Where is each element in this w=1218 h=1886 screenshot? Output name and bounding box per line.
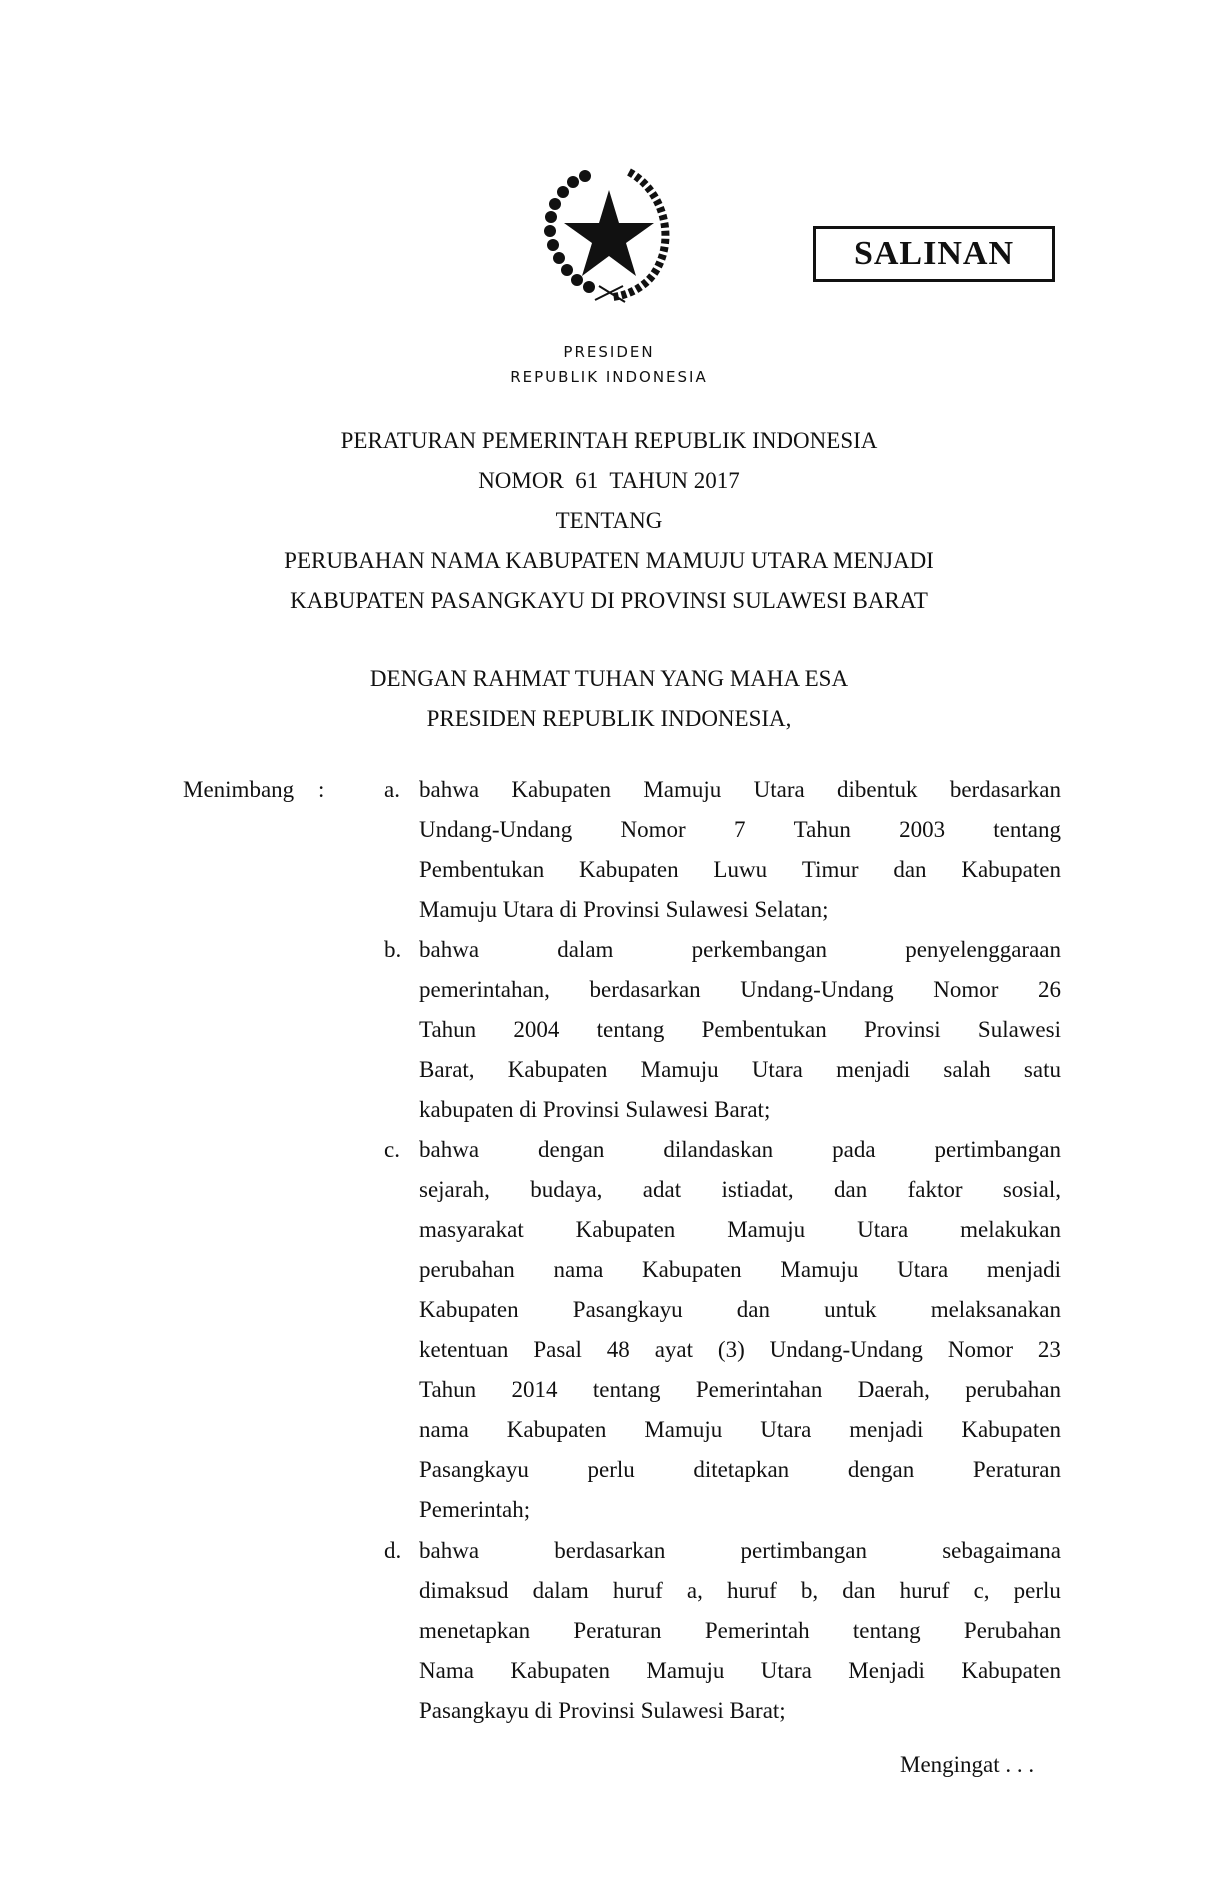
continuation-mengingat: Mengingat . . . xyxy=(900,1752,1035,1777)
word: a, xyxy=(686,1578,703,1603)
office-line-presiden: PRESIDEN xyxy=(563,343,655,361)
word: sosial, xyxy=(1002,1177,1061,1202)
word: dibentuk xyxy=(837,777,918,802)
word: Pasangkayu xyxy=(572,1297,683,1322)
item-line xyxy=(419,1290,1061,1330)
word: Kabupaten xyxy=(507,1057,608,1082)
word: adat xyxy=(642,1177,682,1202)
word: 23 xyxy=(1037,1337,1061,1362)
word: Pemerintah xyxy=(704,1618,810,1643)
word: penyelenggaraan xyxy=(905,937,1061,962)
regulation-tentang: TENTANG xyxy=(555,508,663,533)
word: 48 xyxy=(606,1337,630,1362)
word: Utara xyxy=(897,1257,949,1282)
item-line: Mamuju Utara di Provinsi Sulawesi Selatan; xyxy=(419,897,829,922)
word: dilandaskan xyxy=(663,1137,774,1162)
word: perubahan xyxy=(965,1377,1061,1402)
word: huruf xyxy=(899,1578,950,1603)
word: Kabupaten xyxy=(961,1658,1061,1683)
word: Utara xyxy=(857,1217,909,1242)
item-letter: c. xyxy=(384,1137,400,1162)
word: Undang-Undang xyxy=(419,817,573,842)
word: tentang xyxy=(596,1017,665,1042)
word: untuk xyxy=(824,1297,877,1322)
word: dalam xyxy=(557,937,614,962)
item-line xyxy=(419,1571,1061,1611)
word: Kabupaten xyxy=(961,857,1061,882)
item-line xyxy=(419,1531,1061,1571)
word: 26 xyxy=(1038,977,1061,1002)
menimbang-colon: : xyxy=(318,777,325,802)
word: Utara xyxy=(751,1057,803,1082)
word: Peraturan xyxy=(972,1457,1061,1482)
word: pertimbangan xyxy=(740,1538,868,1563)
word: dan xyxy=(736,1297,771,1322)
word: 2004 xyxy=(513,1017,560,1042)
word: Mamuju xyxy=(640,1057,719,1082)
word: dalam xyxy=(532,1578,589,1603)
word: 2014 xyxy=(511,1377,558,1402)
item-line: Pasangkayu di Provinsi Sulawesi Barat; xyxy=(419,1698,786,1723)
word: dimaksud xyxy=(419,1578,509,1603)
word: Sulawesi xyxy=(977,1017,1061,1042)
word: Pembentukan xyxy=(701,1017,827,1042)
word: melaksanakan xyxy=(930,1297,1061,1322)
word: satu xyxy=(1023,1057,1061,1082)
word: dan xyxy=(893,857,927,882)
word: Kabupaten xyxy=(506,1417,607,1442)
star-icon xyxy=(564,190,654,276)
word: Daerah, xyxy=(857,1377,930,1402)
item-line xyxy=(419,1611,1061,1651)
word: Peraturan xyxy=(573,1618,662,1643)
item-line xyxy=(419,1410,1061,1450)
word: perubahan xyxy=(419,1257,515,1282)
regulation-title: PERATURAN PEMERINTAH REPUBLIK INDONESIA xyxy=(340,428,878,453)
word: Pemerintahan xyxy=(695,1377,823,1402)
word: menjadi xyxy=(836,1057,911,1082)
salinan-stamp: SALINAN xyxy=(813,226,1055,282)
word: menetapkan xyxy=(419,1618,531,1643)
word: c, xyxy=(973,1578,990,1603)
item-line xyxy=(419,1651,1061,1691)
word: (3) xyxy=(717,1337,745,1362)
regulation-subject-line2: KABUPATEN PASANGKAYU DI PROVINSI SULAWESI BARAT xyxy=(290,588,928,613)
item-line: Pemerintah; xyxy=(419,1497,531,1522)
word: salah xyxy=(943,1057,991,1082)
word: Kabupaten xyxy=(510,1658,610,1683)
item-letter: a. xyxy=(384,777,400,802)
word: bahwa xyxy=(419,1538,480,1563)
word: Pasangkayu xyxy=(419,1457,529,1482)
word: huruf xyxy=(726,1578,777,1603)
word: ayat xyxy=(654,1337,693,1362)
preamble-line1: DENGAN RAHMAT TUHAN YANG MAHA ESA xyxy=(369,666,849,691)
word: Kabupaten xyxy=(511,777,611,802)
word: Tahun xyxy=(793,817,851,842)
word: bahwa xyxy=(419,937,480,962)
word: pemerintahan, xyxy=(419,977,550,1002)
word: Mamuju xyxy=(644,1417,723,1442)
word: perlu xyxy=(587,1457,635,1482)
word: pertimbangan xyxy=(934,1137,1061,1162)
word: ditetapkan xyxy=(693,1457,790,1482)
word: Barat, xyxy=(419,1057,475,1082)
word: perlu xyxy=(1013,1578,1061,1603)
item-line xyxy=(419,1170,1061,1210)
preamble-line2: PRESIDEN REPUBLIK INDONESIA, xyxy=(426,706,792,731)
item-line xyxy=(419,1370,1061,1410)
item-text xyxy=(419,930,1061,1130)
word: b, xyxy=(800,1578,819,1603)
word: dengan xyxy=(847,1457,915,1482)
word: tentang xyxy=(993,817,1061,842)
word: faktor xyxy=(907,1177,963,1202)
item-line xyxy=(419,1450,1061,1490)
item-line xyxy=(419,810,1061,850)
item-line xyxy=(419,930,1061,970)
word: Utara xyxy=(760,1417,812,1442)
word: huruf xyxy=(612,1578,663,1603)
word: Undang-Undang xyxy=(769,1337,923,1362)
word: Kabupaten xyxy=(578,857,679,882)
word: Tahun xyxy=(419,1017,477,1042)
word: Mamuju xyxy=(780,1257,859,1282)
word: Undang-Undang xyxy=(740,977,894,1002)
word: dan xyxy=(834,1177,868,1202)
item-text xyxy=(419,770,1061,930)
word: pada xyxy=(832,1137,876,1162)
word: menjadi xyxy=(849,1417,924,1442)
word: tentang xyxy=(592,1377,661,1402)
word: Perubahan xyxy=(963,1618,1061,1643)
word: Mamuju xyxy=(646,1658,725,1683)
word: Tahun xyxy=(419,1377,477,1402)
regulation-number: NOMOR 61 TAHUN 2017 xyxy=(478,468,740,493)
word: Luwu xyxy=(713,857,768,882)
word: melakukan xyxy=(960,1217,1061,1242)
word: sebagaimana xyxy=(942,1538,1061,1563)
word: Kabupaten xyxy=(419,1297,519,1322)
word: Mamuju xyxy=(643,777,722,802)
item-line: kabupaten di Provinsi Sulawesi Barat; xyxy=(419,1097,771,1122)
item-line xyxy=(419,770,1061,810)
garuda-presidential-emblem xyxy=(533,160,685,312)
word: menjadi xyxy=(986,1257,1061,1282)
word: Kabupaten xyxy=(642,1257,742,1282)
item-text xyxy=(419,1531,1061,1731)
office-line-republik: REPUBLIK INDONESIA xyxy=(510,368,708,386)
word: budaya, xyxy=(530,1177,603,1202)
word: Timur xyxy=(801,857,859,882)
word: Menjadi xyxy=(848,1658,925,1683)
item-line xyxy=(419,1050,1061,1090)
word: sejarah, xyxy=(419,1177,490,1202)
item-line xyxy=(419,1250,1061,1290)
word: ketentuan xyxy=(419,1337,509,1362)
word: perkembangan xyxy=(691,937,827,962)
item-line xyxy=(419,1210,1061,1250)
word: Nomor xyxy=(620,817,686,842)
word: Pembentukan xyxy=(419,857,545,882)
word: bahwa xyxy=(419,1137,480,1162)
word: dan xyxy=(842,1578,876,1603)
word: Nomor xyxy=(947,1337,1014,1362)
word: Utara xyxy=(753,777,805,802)
item-letter: d. xyxy=(384,1538,402,1563)
word: Utara xyxy=(760,1658,812,1683)
item-line xyxy=(419,1130,1061,1170)
word: Mamuju xyxy=(727,1217,806,1242)
word: Nama xyxy=(419,1658,474,1683)
word: Kabupaten xyxy=(575,1217,676,1242)
item-letter: b. xyxy=(384,937,402,962)
menimbang-label: Menimbang xyxy=(183,777,295,802)
word: nama xyxy=(553,1257,604,1282)
word: Kabupaten xyxy=(961,1417,1061,1442)
item-line xyxy=(419,1330,1061,1370)
word: berdasarkan xyxy=(589,977,701,1002)
word: Nomor xyxy=(933,977,999,1002)
item-line xyxy=(419,970,1061,1010)
word: tentang xyxy=(852,1618,921,1643)
regulation-subject-line1: PERUBAHAN NAMA KABUPATEN MAMUJU UTARA MENJADI xyxy=(284,548,934,573)
item-line xyxy=(419,1010,1061,1050)
word: berdasarkan xyxy=(554,1538,666,1563)
word: Pasal xyxy=(533,1337,582,1362)
word: berdasarkan xyxy=(949,777,1061,802)
word: Provinsi xyxy=(864,1017,941,1042)
word: bahwa xyxy=(419,777,480,802)
word: 2003 xyxy=(899,817,946,842)
word: masyarakat xyxy=(419,1217,524,1242)
item-line xyxy=(419,850,1061,890)
word: nama xyxy=(419,1417,469,1442)
word: istiadat, xyxy=(721,1177,794,1202)
word: dengan xyxy=(537,1137,605,1162)
word: 7 xyxy=(733,817,746,842)
item-text xyxy=(419,1130,1061,1530)
